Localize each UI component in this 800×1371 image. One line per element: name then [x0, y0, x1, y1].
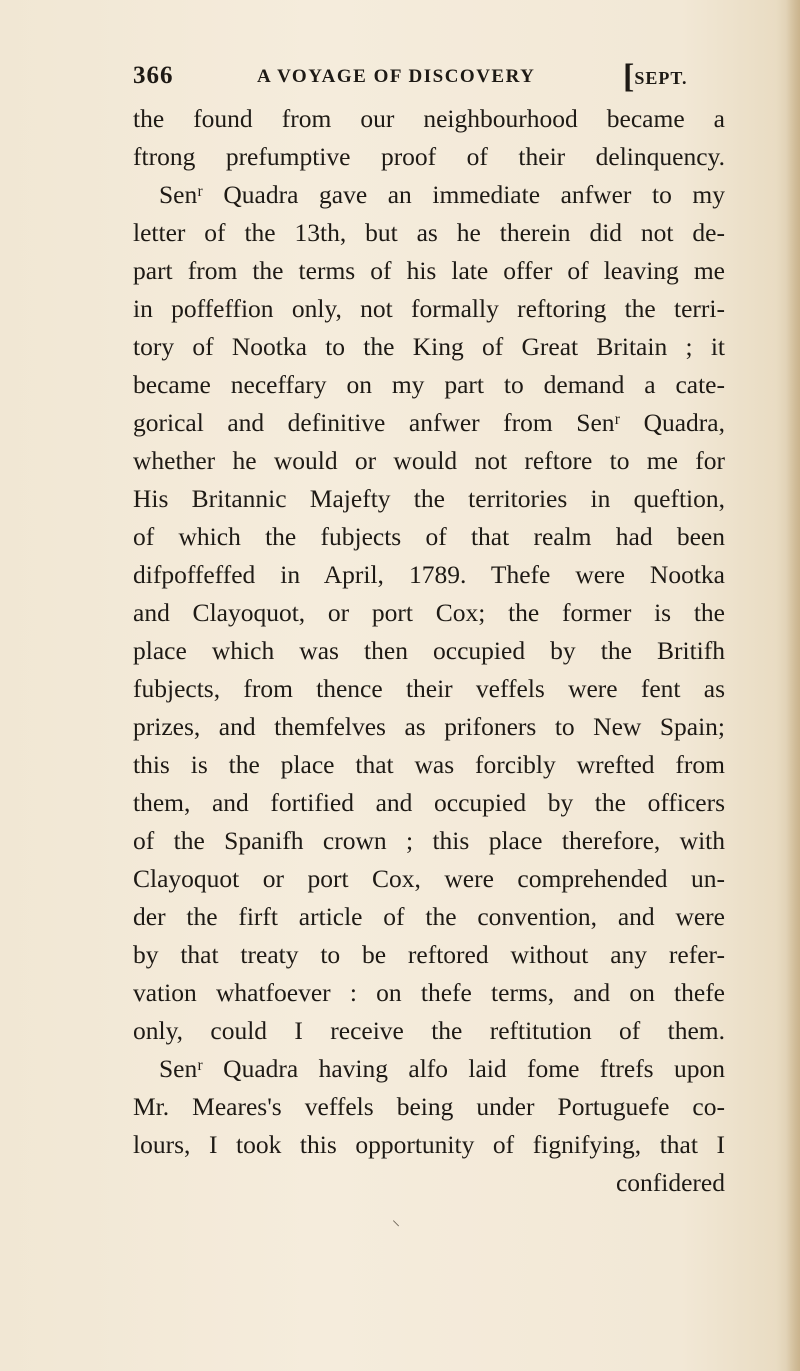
text-line: vation whatfoever : on thefe terms, and on thefe	[133, 978, 725, 1007]
text-line: letter of the 13th, but as he therein did not de-	[133, 218, 725, 247]
text-line: the found from our neighbourhood became a	[133, 104, 725, 133]
text-line: in poffeffion only, not formally reftoring the terri-	[133, 294, 725, 323]
text-line: difpoffeffed in April, 1789. Thefe were Nootka	[133, 560, 725, 589]
page-header	[133, 58, 723, 98]
section-label: SEPT.	[634, 68, 688, 88]
text-line: gorical and definitive anfwer from Senʳ Quadra,	[133, 408, 725, 437]
signature-mark: ⸜	[392, 1210, 401, 1229]
text-line: whether he would or would not reftore to me for	[133, 446, 725, 475]
section-note	[623, 58, 688, 96]
text-line: by that treaty to be reftored without any refer-	[133, 940, 725, 969]
text-line: der the firft article of the convention, and were	[133, 902, 725, 931]
text-line: His Britannic Majefty the territories in queftion,	[133, 484, 725, 513]
text-line: Clayoquot or port Cox, were comprehended un-	[133, 864, 725, 893]
text-line: Mr. Meares's veffels being under Portuguefe co-	[133, 1092, 725, 1121]
text-line: prizes, and themfelves as prifoners to New Spain;	[133, 712, 725, 741]
text-line: of the Spanifh crown ; this place therefore, with	[133, 826, 725, 855]
text-line: them, and fortified and occupied by the officers	[133, 788, 725, 817]
text-line: lours, I took this opportunity of fignifying, that I	[133, 1130, 725, 1159]
text-line: part from the terms of his late offer of leaving me	[133, 256, 725, 285]
text-line: place which was then occupied by the Britifh	[133, 636, 725, 665]
text-line: Senʳ Quadra gave an immediate anfwer to my	[159, 180, 725, 209]
running-title: A VOYAGE OF DISCOVERY	[257, 66, 536, 87]
page-edge-shadow	[786, 0, 800, 1371]
text-line: this is the place that was forcibly wrefted from	[133, 750, 725, 779]
text-line: fubjects, from thence their veffels were fent as	[133, 674, 725, 703]
text-line: of which the fubjects of that realm had been	[133, 522, 725, 551]
text-line: tory of Nootka to the King of Great Britain ; it	[133, 332, 725, 361]
text-line: became neceffary on my part to demand a cate-	[133, 370, 725, 399]
text-line: only, could I receive the reftitution of them.	[133, 1016, 725, 1045]
page-number: 366	[133, 62, 174, 89]
text-line: Senʳ Quadra having alfo laid fome ftrefs upon	[159, 1054, 725, 1083]
section-bracket: [	[623, 58, 635, 95]
text-line: ftrong prefumptive proof of their delinquency.	[133, 142, 725, 171]
text-line: and Clayoquot, or port Cox; the former is the	[133, 598, 725, 627]
body-text	[133, 100, 725, 1202]
catchword: confidered	[615, 1168, 725, 1197]
